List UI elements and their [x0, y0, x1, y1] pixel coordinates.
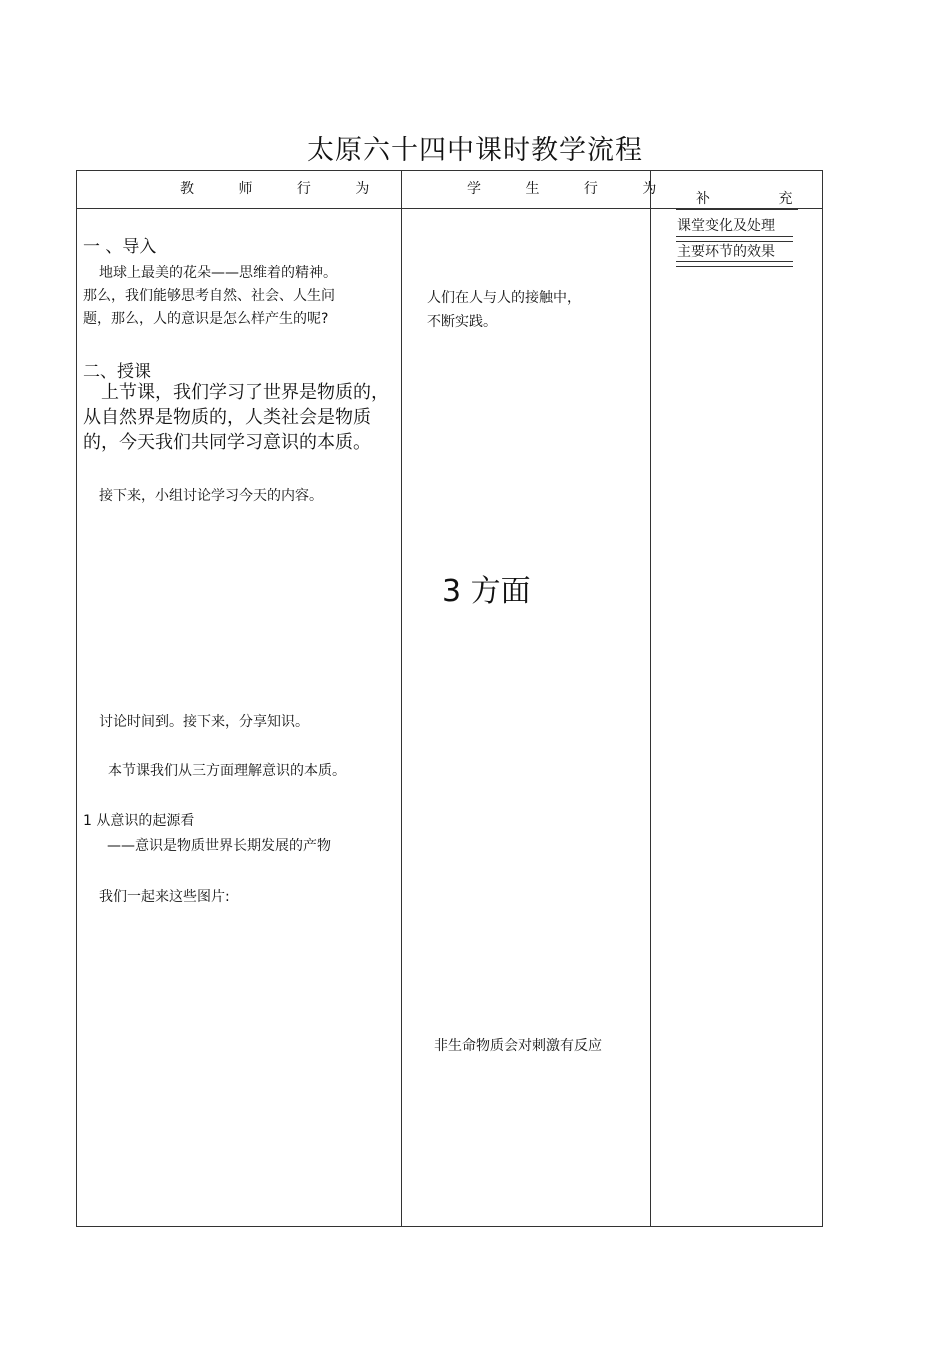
student-text: 人们在人与人的接触中， — [427, 290, 581, 306]
teacher-text: 我们一起来这些图片: — [99, 889, 230, 905]
teacher-point-1-sub: ——意识是物质世界长期发展的产物 — [107, 838, 331, 854]
column-divider-1 — [401, 170, 402, 1227]
teacher-text: 接下来，小组讨论学习今天的内容。 — [99, 488, 323, 504]
student-text: 非生命物质会对刺激有反应 — [434, 1038, 602, 1054]
student-big-text: 3 方面 — [442, 574, 531, 609]
teacher-section-2-heading: 二、授课 — [83, 362, 151, 382]
table-border-top — [76, 170, 823, 171]
teacher-text: 题，那么，人的意识是怎么样产生的呢? — [83, 311, 329, 327]
page-title: 太原六十四中课时教学流程 — [307, 135, 643, 166]
teacher-section-1-heading: 一 、导入 — [83, 237, 157, 257]
column-divider-2 — [650, 170, 651, 1227]
header-supplement: 补 充 — [696, 191, 825, 207]
table-border-bottom — [76, 1226, 823, 1227]
supplement-item-1: 课堂变化及处理 — [677, 218, 775, 234]
teacher-text: 的，今天我们共同学习意识的本质。 — [83, 432, 371, 453]
teacher-text: 本节课我们从三方面理解意识的本质。 — [108, 763, 346, 779]
teacher-text: 讨论时间到。接下来，分享知识。 — [99, 714, 309, 730]
teacher-point-1: 1 从意识的起源看 — [83, 813, 195, 829]
student-text: 不断实践。 — [427, 314, 497, 330]
supplement-rule-2 — [676, 261, 793, 267]
supplement-item-2: 主要环节的效果 — [677, 244, 775, 260]
header-student: 学 生 行 为 — [467, 181, 677, 197]
table-border-right — [822, 170, 823, 1227]
teacher-text: 那么，我们能够思考自然、社会、人生问 — [83, 288, 335, 304]
teacher-text: 地球上最美的花朵——思维着的精神。 — [99, 265, 337, 281]
table-border-left — [76, 170, 77, 1227]
supplement-rule-top — [676, 208, 798, 210]
header-teacher: 教 师 行 为 — [180, 181, 390, 197]
teacher-text: 上节课，我们学习了世界是物质的， — [101, 382, 389, 403]
teacher-text: 从自然界是物质的，人类社会是物质 — [83, 407, 371, 428]
